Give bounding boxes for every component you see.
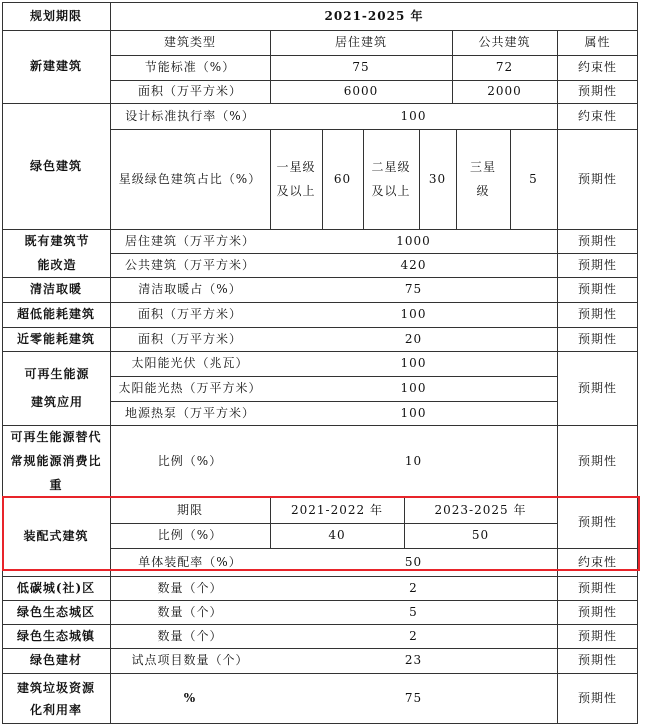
prefab-period-label: 期限: [176, 502, 203, 517]
prefab-single-value: 50: [404, 554, 423, 569]
materials-attr: 预期性: [577, 653, 617, 667]
prefab-attr-binding: 约束性: [577, 554, 617, 569]
col-building-type: 建筑类型: [163, 35, 216, 49]
star-one-value: 60: [333, 171, 352, 186]
renewable-thermal-label: 太阳能光热（万平方米）: [118, 381, 262, 395]
energy-standard-label: 节能标准（%）: [144, 60, 236, 74]
low-carbon-value: 2: [409, 580, 418, 595]
star-one-label: 一星级及以上: [276, 160, 316, 198]
near-zero-attr: 预期性: [577, 331, 617, 346]
eco-district-item: 数量（个）: [157, 604, 223, 619]
renewable-pv-label: 太阳能光伏（兆瓦）: [131, 356, 249, 370]
eco-district-value: 5: [409, 604, 418, 619]
period-label: 规划期限: [29, 8, 82, 23]
col-residential: 居住建筑: [334, 35, 387, 49]
energy-standard-res: 75: [352, 60, 370, 74]
col-attribute: 属性: [584, 35, 611, 49]
new-area-attr: 预期性: [577, 84, 617, 98]
eco-district-label: 绿色生态城区: [16, 604, 95, 619]
existing-pub-attr: 预期性: [577, 257, 617, 272]
renewable-attr: 预期性: [577, 380, 617, 395]
period-value: 2021-2025 年: [324, 8, 424, 23]
heating-attr: 预期性: [577, 282, 617, 296]
low-carbon-item: 数量（个）: [157, 580, 223, 595]
ultra-low-item: 面积（万平方米）: [137, 307, 242, 321]
eco-town-value: 2: [409, 628, 418, 643]
star-ratio-attr: 预期性: [577, 171, 617, 186]
renewable-pv-value: 100: [400, 356, 427, 370]
existing-res-attr: 预期性: [577, 233, 617, 248]
star-ratio-label: 星级绿色建筑占比（%）: [118, 171, 262, 186]
existing-res-value: 1000: [396, 233, 431, 248]
prefab-ratio-label: 比例（%）: [157, 528, 223, 542]
eco-district-attr: 预期性: [577, 604, 617, 619]
design-rate-attr: 约束性: [577, 108, 617, 123]
energy-standard-pub: 72: [495, 60, 514, 74]
substitute-value: 10: [404, 453, 423, 468]
materials-item: 试点项目数量（个）: [131, 653, 249, 667]
col-public: 公共建筑: [478, 35, 531, 49]
design-rate-value: 100: [400, 108, 427, 123]
renewable-geo-value: 100: [400, 405, 427, 420]
substitute-attr: 预期性: [577, 453, 617, 468]
prefab-attr-expected: 预期性: [577, 515, 617, 529]
new-build-label: 新建建筑: [29, 59, 82, 73]
eco-town-attr: 预期性: [577, 628, 617, 643]
near-zero-label: 近零能耗建筑: [16, 331, 95, 346]
low-carbon-attr: 预期性: [577, 580, 617, 595]
substitute-label: 可再生能源替代常规能源消费比重: [10, 430, 102, 492]
existing-label: 既有建筑节能改造: [24, 234, 90, 272]
low-carbon-label: 低碳城(社)区: [16, 580, 96, 595]
materials-value: 23: [404, 653, 423, 667]
near-zero-item: 面积（万平方米）: [137, 331, 242, 346]
near-zero-value: 20: [404, 331, 423, 346]
prefab-label: 装配式建筑: [23, 529, 89, 543]
new-area-pub: 2000: [487, 84, 522, 98]
waste-item: %: [183, 691, 197, 705]
renewable-thermal-value: 100: [400, 381, 427, 395]
star-three-label: 三星级: [469, 160, 496, 198]
new-area-label: 面积（万平方米）: [137, 84, 242, 98]
ultra-low-attr: 预期性: [577, 307, 617, 321]
star-two-label: 二星级及以上: [371, 160, 411, 198]
prefab-ratio-1: 40: [328, 528, 346, 542]
prefab-single-label: 单体装配率（%）: [138, 554, 242, 569]
substitute-item: 比例（%）: [157, 453, 223, 468]
heating-item: 清洁取暖占（%）: [138, 282, 242, 296]
star-two-value: 30: [428, 171, 447, 186]
renewable-label: 可再生能源建筑应用: [24, 367, 90, 409]
prefab-ratio-2: 50: [471, 528, 490, 542]
new-area-res: 6000: [343, 84, 379, 98]
waste-value: 75: [404, 691, 423, 705]
existing-pub-value: 420: [400, 257, 427, 272]
ultra-low-value: 100: [400, 307, 427, 321]
waste-attr: 预期性: [577, 691, 617, 705]
star-three-value: 5: [529, 171, 538, 186]
existing-pub-label: 公共建筑（万平方米）: [124, 257, 255, 272]
eco-town-item: 数量（个）: [157, 628, 223, 643]
prefab-period-1: 2021-2022 年: [291, 502, 383, 517]
existing-res-label: 居住建筑（万平方米）: [124, 233, 255, 248]
prefab-period-2: 2023-2025 年: [434, 502, 527, 517]
materials-label: 绿色建材: [29, 653, 82, 667]
waste-label: 建筑垃圾资源化利用率: [16, 680, 95, 717]
heating-value: 75: [404, 282, 423, 296]
energy-standard-attr: 约束性: [577, 60, 617, 74]
ultra-low-label: 超低能耗建筑: [16, 307, 95, 321]
eco-town-label: 绿色生态城镇: [16, 628, 95, 643]
green-label: 绿色建筑: [29, 158, 82, 173]
heating-label: 清洁取暖: [29, 282, 82, 296]
design-rate-label: 设计标准执行率（%）: [125, 108, 255, 123]
renewable-geo-label: 地源热泵（万平方米）: [124, 405, 255, 420]
